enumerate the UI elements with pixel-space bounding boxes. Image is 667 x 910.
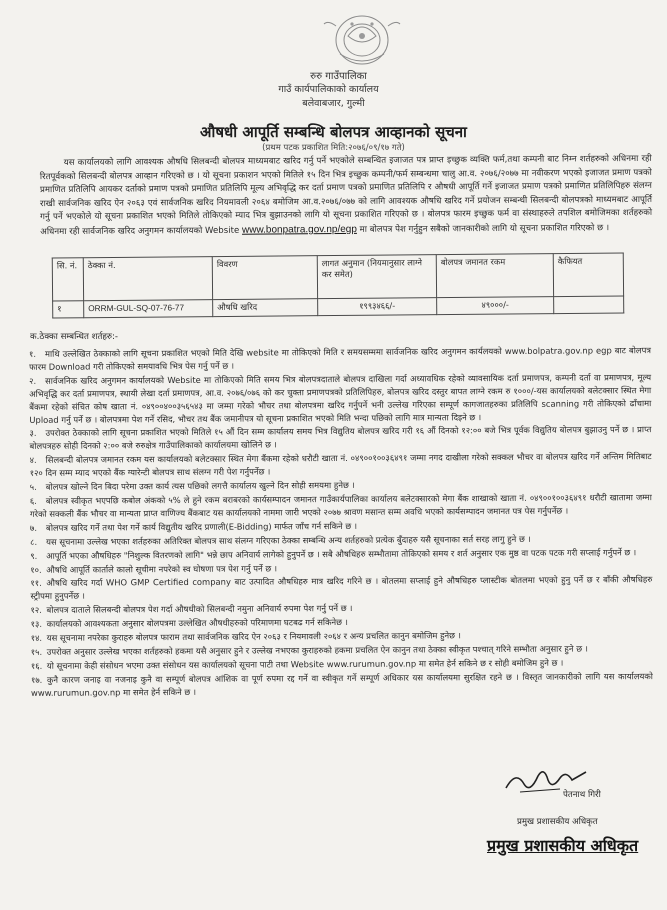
list-item: ५. बोलपत्र खोल्ने दिन बिदा परेमा उक्त कार्य त्यस पछिको लगत्तै कार्यालय खुल्ने दिन सोही समयमा हुनेछ । bbox=[29, 479, 355, 492]
bid-table-header-row bbox=[52, 253, 623, 301]
list-item: ४. सिलबन्दी बोलपत्र जमानत रकम यस कार्यालयको बलेटक्सार स्थित मेगा बैंकमा रहेको धरौटी खाता नं. ०४९००१००३६४९१ जम्मा नगद दाखीला गरेको सक्कल भौचर वा बोलपत्र खरिद गर्ने अन्तिम मितिबाट १२० दिन सम्म म्याद भएको बैंक ग्यारेन्टी बोलपत्र साथ संलग्न गरी पेश गर्नुपर्नेछ । bbox=[29, 451, 652, 479]
col-header-contract-no: ठेक्का नं. bbox=[83, 257, 212, 301]
col-header-cost-estimate: लागत अनुमान (नियमानुसार लाग्ने कर समेत) bbox=[317, 255, 436, 299]
list-item: १३. कार्यालयको आवश्यकता अनुसार बोलपत्रमा उल्लेखित औषधीहरुको परिमाणमा घटबढ गर्न सकिनेछ । bbox=[30, 617, 348, 630]
intro-text-b: मा बोलपत्र पेश गर्नुहुन सबैको जानकारीको लागि यो सूचना प्रकाशित गरिएको छ । bbox=[359, 223, 610, 235]
col-header-bid-security: बोलपत्र जमानत रकम bbox=[436, 254, 553, 298]
cell-contract-no: ORRM-GUL-SQ-07-76-77 bbox=[84, 300, 213, 318]
list-item: १४. यस सूचनामा नपरेका कुराहरु बोलपत्र फाराम तथा सार्वजनिक खरिद ऐन २०६३ र नियमावली २०६४ र अन्य प्रचलित कानुन बमोजिम हुनेछ । bbox=[30, 630, 461, 643]
bolpatra-egp-link[interactable]: www.bonpatra.gov.np/egp bbox=[241, 223, 357, 236]
col-header-sn: सि. नं. bbox=[52, 258, 83, 301]
list-item: १५. उपरोक्त अनुसार उल्लेख भएका शर्तहरुको हकमा यसै अनुसार हुने र उल्लेख नभएका कुराहरुको हकमा प्रचलित ऐन कानुन तथा ठेक्का स्वीकृत पश्चात् गरिने सम्भौता अनुसार हुने छ । bbox=[30, 643, 588, 657]
cell-cost-estimate: १९९३४६६/- bbox=[318, 298, 437, 316]
bid-table bbox=[52, 253, 625, 319]
list-item: १७. कुनै कारण जनाइ वा नजनाइ कुनै वा सम्पूर्ण बोलपत्र आंशिक वा पूर्ण रुपमा रद्द गर्ने वा स्वीकृत गर्ने सम्पूर्ण अधिकार यस कार्यालयमा सुरक्षित रहने छ । विस्तृत जानकारीको लागि यस कार्यालयको www.rurumun.gov.np मा समेत हेर्न सकिने छ । bbox=[30, 670, 653, 698]
list-item: ६. बोलपत्र स्वीकृत भएपछि कबोल अंकको ५% ले हुने रकम बराबरको कार्यसम्पादन जमानत गाउँकार्यपालिका कार्यालय बलेटक्सारको मेगा बैंक शाखाको खाता नं. ०४९००१००३६४९१ धरौटी खातामा जम्मा गरेको सक्कली बैंक भौचर वा मान्यता प्राप्त वाणिज्य बैंकबाट यस कार्यालयको नाममा जारी भएको २०७७ श्रावण मसान्त सम्म अवधि भएको कार्यसम्पादन जमानत पत्र पेस गर्नुपर्नेछ । bbox=[29, 492, 652, 519]
cell-remarks bbox=[554, 296, 624, 314]
office-address-line: बलेवाबजार, गुल्मी bbox=[302, 98, 365, 109]
conditions-list bbox=[29, 344, 653, 700]
signer-role: प्रमुख प्रशासकीय अधिकृत bbox=[517, 817, 598, 827]
intro-text-a: यस कार्यालयको लागि आवश्यक औषधि सिलबन्दी बोलपत्र माध्यमबाट खरिद गर्नु पर्ने भएकोले सम्बन्धित इजाजत पत्र प्राप्त इच्छुक व्यक्ति फर्म,तथा कम्पनी बाट निम्न शर्तहरुको अधिनमा रही रितपूर्वकको सिलबन्दी बोलपत्र आव्हान गरिएको छ । यो सूचना प्रकाशन भएको मितिले १५ दिन भित्र इच्छुक कम्पनी/फर्म सम्बन्धमा चालु आ.व. २०७६/२०७७ मा नवीकरण भएको इजाजत प्रमाण पत्रको प्रमाणित प्रतिलिपि आयकर दर्ताको प्रमाण पत्रको प्रमाणित प्रतिलिपि मूल्य अभिवृद्धि कर दर्ता प्रमाण पत्रको प्रमाणित प्रतिलिपि र औषधी आपूर्ति गर्ने इजाजत प्रमाण पत्रको प्रमाणित प्रतिलिपिहरु संलग्न राखी सार्वजनिक खरिद ऐन २०६३ एवं सार्वजनिक खरिद नियमावली २०६४ बमोजिम आ.व.२०७६/०७७ को लागि आवश्यक औषधि खरिद गर्ने प्रयोजन सम्बन्धी सिलबन्दी बोलपत्रको माध्यमबाट आपूर्ति गर्नु पर्ने भएकोले यो सूचना प्रकाशित भएको मितिले तोकिएको म्याद भित्र बुझाउनको लागि यो सूचना प्रकाशित गरिएको छ । बोलपत्र फारम इच्छुक फर्म वा संस्थाहरुले तपशिल बमोजिमका शर्तहरुको अधिनमा रही सार्वजनिक खरिद अनुगमन कार्यालयको Website bbox=[39, 153, 653, 238]
office-name-line1: रुरु गाउँपालिका bbox=[310, 71, 367, 82]
conditions-heading: क.ठेक्का सम्बन्धित शर्तहरु:- bbox=[30, 332, 119, 342]
signer-name: पेतनाथ गिरी bbox=[563, 790, 601, 800]
list-item: १. माथि उल्लेखित ठेक्काको लागि सूचना प्रकाशित भएको मिति देखि website मा तोकिएको मिति र समयसम्ममा सार्वजनिक खरिद अनुगमन कार्यलयको www.bolpatra.gov.np egp बाट बोलपत्र फारम Download गरी तोकिएको समयावधि भित्र पेस गर्नु पर्ने छ । bbox=[28, 345, 651, 372]
government-seal-emblem bbox=[300, 6, 418, 68]
cell-bid-security: ४९०००/- bbox=[437, 297, 554, 315]
publication-date: (प्रथम पटक प्रकाशित मिति:२०७६/०९/१७ गते) bbox=[262, 143, 405, 153]
list-item: २. सार्वजनिक खरिद अनुगमन कार्यालयको Website मा तोकिएको मिति समय भित्र बोलपत्रदाताले बोलपत्र दाखिला गर्दा अध्यावधिक रहेको व्यावसायिक दर्ता प्रमाणपत्र, कम्पनी दर्ता वा प्रमाणपत्र, मूल्य अभिवृद्धि कर दर्ता प्रमाणपत्र, स्थायी लेखा दर्ता प्रमाणपत्र, आ.व. २०७६/०७६ को कर चुक्ता प्रमाणपत्रको प्रतिलिपिहरु, बोलपत्र खरिद दस्तुर बापत लाग्ने रकम रु १०००/-यस कार्यालयको बलेटक्सार स्थित मेगा बैंकमा रहेको संचित कोष खाता नं. ०४९००४००३५६५४३ मा जम्मा गरेको भौचर तथा बोलपत्रमा खरिद गर्नुपर्ने भनी उल्लेख गरिएका सम्पूर्ण कागजातहरुका प्रतिलिपि scanning गरी तोकिएको ढाँचामा Upload गर्नु पर्ने छ । बोलपत्रमा पेश गर्ने रसिद, भौचर तथ बैंक जमानीपत्र यो सूचना प्रकाशित भएको मिति भन्दा पछिको लागि मात्र मान्यता दिइने छ । bbox=[29, 371, 652, 425]
cell-sn: १ bbox=[53, 301, 84, 318]
list-item: ११. औषधि खरिद गर्दा WHO GMP Certified company बाट उत्पादित औषधिहरु मात्र खरिद गरिने छ । बोतलमा सप्लाई हुने औषधिहरु प्लास्टीक बोतलमा भएको हुनु पर्ने छ र बाँकी औषधिहरु स्ट्रीपमा हुनुपर्नेछ । bbox=[30, 574, 653, 602]
col-header-remarks: कैफियत bbox=[553, 253, 623, 297]
list-item: ८. यस सूचनामा उल्लेख भएका शर्तहरुका अतिरिक्त बोलपत्र साथ संलग्न गरिएका ठेक्का सम्बन्धि अन्य शर्तहरुको प्रत्येक बुँदाहरु यसै सूचनाका सर्त सरह लागु हुने छ । bbox=[30, 533, 531, 547]
list-item: ३. उपरोक्त ठेक्काको लागि सूचना प्रकाशित भएको मितिले १५ औं दिन सम्म कार्यालय समय भित्र विद्युतिय बोलपत्र खरिद गरी १६ औं दिनको १२:०० बजे भित्र पूर्वक विद्युतिय बोलपत्र बुझाउनु पर्ने छ । प्राप्त बोलपत्रहरु सोही दिनको २:०० बजे रुरुक्षेत्र गाउँपालिकाको कार्यालयमा खोलिने छ । bbox=[29, 424, 652, 452]
list-item: १२. बोलपत्र दाताले सिलबन्दी बोलपत्र पेश गर्दा औषधीको सिलबन्दी नमुना अनिवार्य रुपमा पेश गर्नु पर्ने छ । bbox=[30, 603, 353, 616]
table-row bbox=[53, 296, 624, 318]
list-item: १६. यो सूचनामा केही संसोधन भएमा उक्त संसोधन यस कार्यालयको सूचना पाटी तथा Website www.rurumun.gov.np मा समेत हेर्न सकिने छ र सोही बमोजिम हुने छ । bbox=[30, 657, 564, 671]
cell-description: औषधि खरिद bbox=[213, 299, 318, 317]
list-item: ९. आपूर्ति भएका औषधिहरु "निशुल्क वितरणको लागि" भन्ने छाप अनिवार्य लागेको हुनुपर्ने छ । सबै औषधिहरु सम्भौतामा तोकिएको समय र शर्त अनुसार एक मुष्ठ वा पटक पटक गरी सप्लाई गर्नुपर्ने छ । bbox=[30, 546, 637, 561]
official-stamp: प्रमुख प्रशासकीय अधिकृत bbox=[487, 836, 639, 855]
list-item: ७. बोलपत्र खरिद गर्ने तथा पेश गर्ने कार्य विद्युतीय खरिद प्रणाली(E-Bidding) मार्फत जाँच गर्न सकिने छ । bbox=[29, 520, 358, 533]
list-item: १०. औषधि आपूर्ति कार्ताले कालो सूचीमा नपरेको स्व घोषणा पत्र पेश गर्नु पर्ने छ । bbox=[30, 562, 278, 575]
intro-paragraph bbox=[40, 153, 653, 240]
office-name-line2: गाउँ कार्यपालिकाको कार्यालय bbox=[278, 84, 379, 95]
notice-title: औषधी आपूर्ति सम्बन्धि बोलपत्र आव्हानको सूचना bbox=[200, 123, 467, 141]
col-header-description: विवरण bbox=[212, 256, 317, 300]
